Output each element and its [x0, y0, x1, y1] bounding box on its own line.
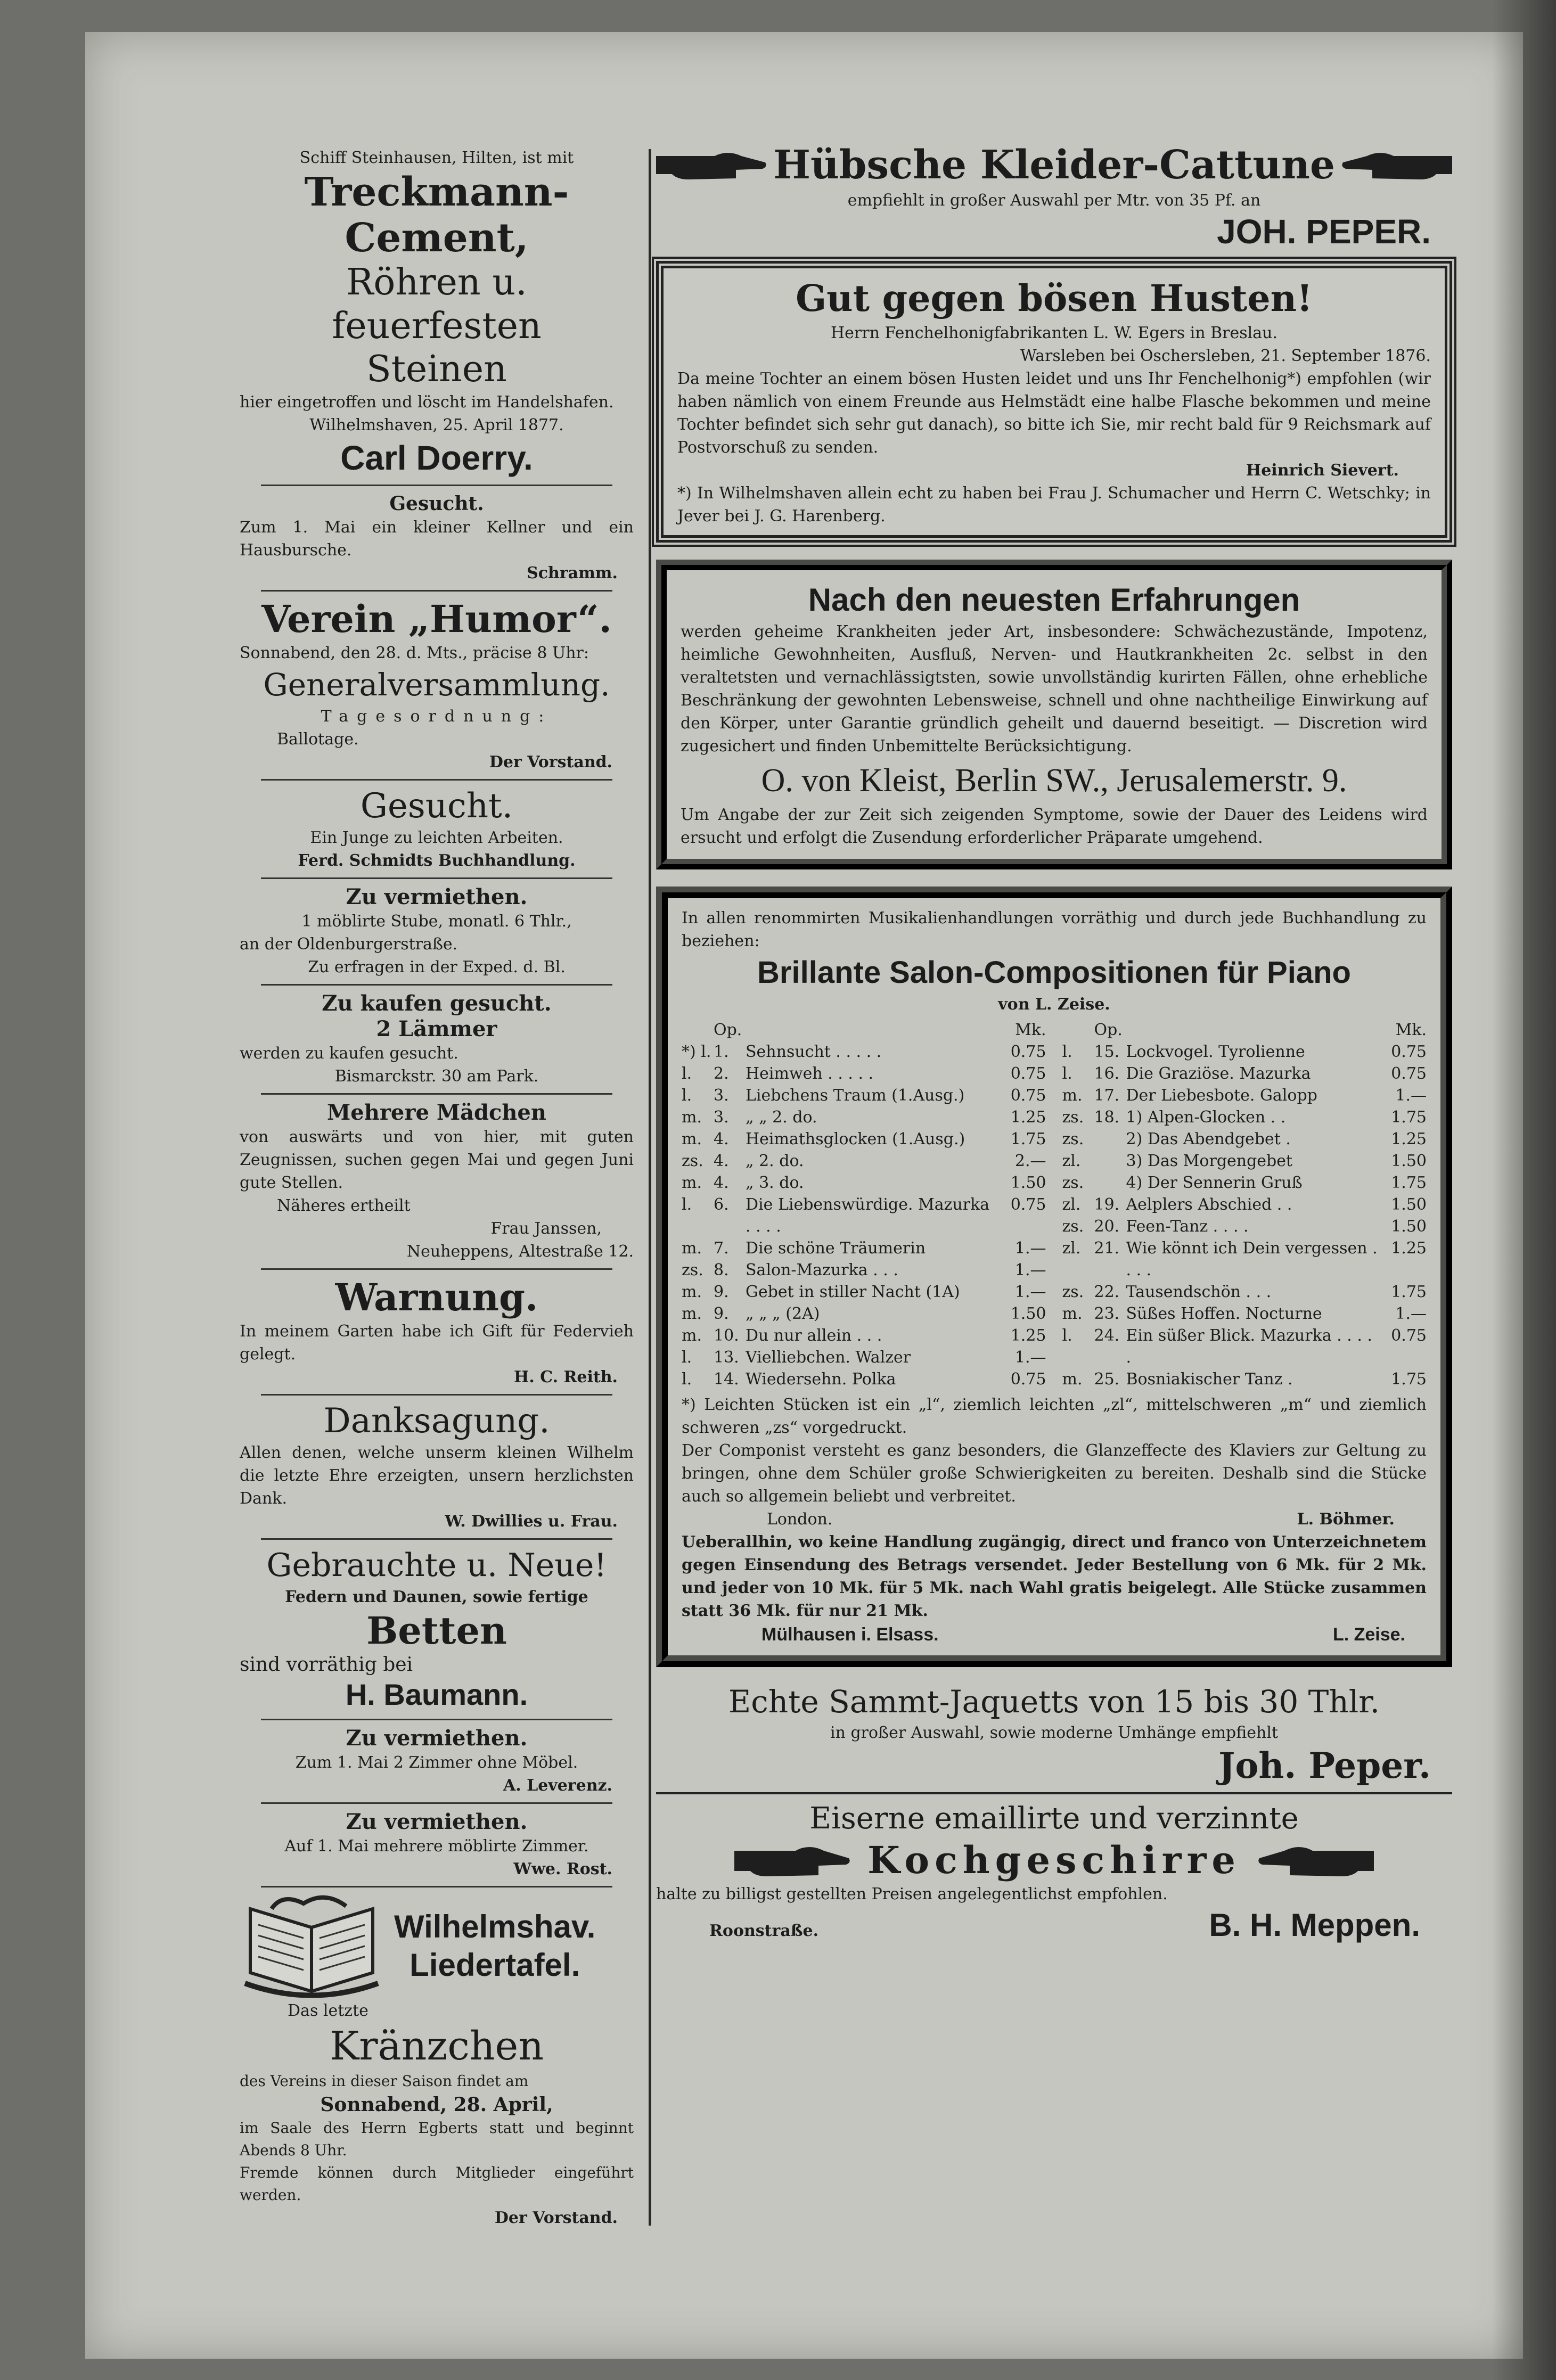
cattune-title: Hübsche Kleider-Cattune	[773, 142, 1335, 188]
piano-item-op: 9.	[714, 1304, 729, 1323]
piano-item-price: 1.—	[1014, 1348, 1046, 1367]
maedchen-text: von auswärts und von hier, mit guten Zeugnissen, suchen gegen Mai und gegen Juni gute Stellen.	[240, 1128, 634, 1192]
vermiethen-line-2: an der Oldenburgerstraße.	[240, 935, 458, 954]
piano-item-g: l.	[682, 1086, 692, 1105]
pointing-hand-left-icon	[1257, 1839, 1374, 1882]
piano-item-g: m.	[682, 1326, 702, 1345]
cement-signature: Carl Doerry.	[340, 439, 533, 477]
ad-betten	[240, 1545, 634, 1713]
piano-item-title: Sehnsucht . . . . .	[746, 1043, 882, 1061]
husten-line-1: Herrn Fenchelhonigfabrikanten L. W. Egers in Breslau.	[831, 324, 1277, 342]
gesucht-signature: Schramm.	[527, 564, 618, 582]
ad-liedertafel	[240, 1893, 634, 2229]
piano-list-item	[682, 1281, 1046, 1303]
op-header: Op.	[714, 1021, 742, 1039]
ad-gesucht-kellner	[240, 491, 634, 585]
piano-composer: von L. Zeise.	[998, 995, 1110, 1014]
cement-title-2: Röhren u. feuerfesten	[332, 261, 542, 347]
piano-note: *) Leichten Stücken ist ein „l“, ziemlich leichten „zl“, mittelschweren „m“ und ziemlich schweren „zs“ vorgedruckt.	[682, 1396, 1427, 1437]
ad-gesucht-junge	[240, 786, 634, 872]
piano-list-item	[682, 1041, 1046, 1063]
piano-item-title: 4) Der Sennerin Gruß	[1126, 1173, 1303, 1192]
piano-list-item	[1062, 1194, 1427, 1216]
piano-item-g: l.	[1062, 1043, 1072, 1061]
liedertafel-line-3: Fremde können durch Mitglieder eingeführt werden.	[240, 2164, 634, 2204]
geschirre-line-2: halte zu billigst gestellten Preisen angelegentlichst empfohlen.	[656, 1885, 1168, 1903]
piano-item-op: 16.	[1094, 1064, 1120, 1083]
piano-list-item	[682, 1194, 1046, 1237]
piano-item-price: 1.25	[1391, 1130, 1427, 1148]
piano-list-item	[1062, 1368, 1427, 1390]
maedchen-line: Näheres ertheilt	[277, 1196, 411, 1215]
piano-item-title: „ 3. do.	[746, 1173, 804, 1192]
piano-item-price: 2.—	[1014, 1152, 1046, 1170]
piano-item-title: Ein süßer Blick. Mazurka . . . . .	[1126, 1326, 1372, 1367]
op-header: Op.	[1094, 1021, 1123, 1039]
ad-verein-humor	[240, 597, 634, 774]
warnung-signature: H. C. Reith.	[514, 1368, 618, 1386]
piano-item-g: m.	[682, 1239, 702, 1258]
vermiethen-moebliert-signature: Wwe. Rost.	[513, 1860, 612, 1878]
kleist-title: Nach den neuesten Erfahrungen	[808, 582, 1300, 618]
piano-item-title: Gebet in stiller Nacht (1A)	[746, 1283, 960, 1301]
husten-text: Da meine Tochter an einem bösen Husten leidet und uns Ihr Fenchelhonig*) empfohlen (wir haben nämlich von einem Freunde aus Helmstädt eine halbe Flasche bekommen und meine Tochter befindet sich sehr gut danach), so bitte ich Sie, mir recht bald für 9 Reichsmark auf Postvorschuß zu senden.	[677, 370, 1431, 457]
music-book-icon	[240, 1893, 383, 1999]
ad-maedchen	[240, 1100, 634, 1263]
verein-agenda-item: Ballotage.	[277, 730, 359, 749]
vermiethen-line-1: 1 möblirte Stube, monatl. 6 Thlr.,	[301, 912, 572, 931]
jaquetts-title: Echte Sammt-Jaquetts von 15 bis 30 Thlr.	[728, 1684, 1380, 1720]
piano-list-item	[682, 1325, 1046, 1347]
piano-item-op: 25.	[1094, 1370, 1120, 1389]
geschirre-street: Roonstraße.	[709, 1922, 819, 1940]
piano-item-g: m.	[682, 1173, 702, 1192]
divider	[261, 590, 612, 592]
vermiethen-zimmer-title: Zu vermiethen.	[346, 1726, 528, 1751]
piano-item-title: Lockvogel. Tyrolienne	[1126, 1043, 1305, 1061]
verein-signature: Der Vorstand.	[489, 753, 612, 772]
divider	[261, 485, 612, 486]
piano-item-g: l.	[1062, 1064, 1072, 1083]
piano-item-op: 4.	[714, 1130, 729, 1148]
piano-item-g: m.	[1062, 1086, 1083, 1105]
piano-item-g: l.	[1062, 1326, 1072, 1345]
warnung-title: Warnung.	[335, 1275, 538, 1319]
ad-husten	[656, 261, 1452, 543]
pointing-hand-right-icon	[734, 1839, 851, 1882]
piano-list-item	[682, 1303, 1046, 1325]
vermiethen-moebliert-line: Auf 1. Mai mehrere möblirte Zimmer.	[284, 1837, 589, 1856]
piano-item-g: zl.	[1062, 1239, 1081, 1258]
liedertafel-line-2: im Saale des Herrn Egberts statt und beginnt Abends 8 Uhr.	[240, 2119, 634, 2159]
ad-cattune	[656, 141, 1452, 251]
geschirre-line-1: Eiserne emaillirte und verzinnte	[809, 1801, 1299, 1836]
piano-list-item	[682, 1259, 1046, 1281]
ad-vermiethen-moebliert	[240, 1809, 634, 1881]
piano-item-op: 10.	[714, 1326, 739, 1345]
piano-item-price: 1.75	[1010, 1130, 1046, 1148]
piano-item-op: 2.	[714, 1064, 729, 1083]
verein-heading: Generalversammlung.	[263, 667, 610, 703]
piano-item-op	[1094, 1172, 1126, 1194]
piano-list-left	[682, 1019, 1046, 1390]
piano-item-title: Süßes Hoffen. Nocturne	[1126, 1304, 1322, 1323]
warnung-text: In meinem Garten habe ich Gift für Federvieh gelegt.	[240, 1322, 634, 1364]
piano-list-item	[682, 1128, 1046, 1150]
divider	[261, 877, 612, 879]
piano-item-g: zs.	[682, 1152, 703, 1170]
piano-list-right	[1062, 1019, 1427, 1390]
piano-item-price: 1.50	[1391, 1195, 1427, 1214]
jaquetts-signature: Joh. Peper.	[1218, 1745, 1431, 1786]
liedertafel-pre: Das letzte	[288, 2001, 368, 2020]
piano-list-item	[682, 1172, 1046, 1194]
piano-item-g: l.	[682, 1348, 692, 1367]
piano-list-item	[682, 1063, 1046, 1085]
piano-item-op: 4.	[714, 1173, 729, 1192]
piano-item-title: 2) Das Abendgebet .	[1126, 1130, 1291, 1148]
ad-kochgeschirre	[656, 1800, 1452, 1945]
piano-item-price: 0.75	[1010, 1043, 1046, 1061]
maedchen-signature-1: Frau Janssen,	[490, 1219, 602, 1238]
husten-title: Gut gegen bösen Husten!	[796, 277, 1313, 320]
piano-item-title: „ „ 2. do.	[746, 1108, 817, 1127]
piano-item-op: 21.	[1094, 1239, 1120, 1258]
piano-item-g: zl.	[1062, 1152, 1081, 1170]
piano-item-op	[1094, 1128, 1126, 1150]
piano-item-op: 4.	[714, 1152, 729, 1170]
piano-item-title: Tausendschön . . .	[1126, 1283, 1272, 1301]
piano-list-item	[682, 1085, 1046, 1106]
piano-item-price: 1.75	[1391, 1173, 1427, 1192]
betten-title: Gebrauchte u. Neue!	[266, 1547, 607, 1584]
piano-item-title: Feen-Tanz . . . .	[1126, 1217, 1249, 1236]
divider	[261, 779, 612, 781]
vermiethen-zimmer-line: Zum 1. Mai 2 Zimmer ohne Möbel.	[295, 1753, 578, 1772]
piano-item-g: l.	[682, 1370, 692, 1389]
gesucht-title: Gesucht.	[389, 493, 484, 515]
piano-item-g: zs.	[1062, 1217, 1084, 1236]
piano-item-title: Die schöne Träumerin	[746, 1239, 926, 1258]
kaufen-subtitle: 2 Lämmer	[376, 1016, 497, 1041]
verein-text: Sonnabend, den 28. d. Mts., präcise 8 Uhr:	[240, 644, 589, 662]
piano-item-price: 1.25	[1010, 1326, 1046, 1345]
piano-item-price: 0.75	[1010, 1064, 1046, 1083]
piano-item-g: zs.	[1062, 1108, 1084, 1127]
piano-item-op: 17.	[1094, 1086, 1120, 1105]
ad-warnung	[240, 1275, 634, 1389]
maedchen-signature-2: Neuheppens, Altestraße 12.	[406, 1242, 634, 1261]
ad-piano	[656, 887, 1452, 1667]
ad-kleist	[656, 560, 1452, 869]
piano-item-price: 1.75	[1391, 1108, 1427, 1127]
gesucht-junge-title: Gesucht.	[360, 786, 513, 826]
danksagung-title: Danksagung.	[323, 1401, 550, 1441]
mk-header: Mk.	[1015, 1021, 1046, 1039]
cattune-signature: JOH. PEPER.	[1217, 212, 1431, 251]
gesucht-text: Zum 1. Mai ein kleiner Kellner und ein Hausbursche.	[240, 518, 634, 560]
piano-item-price: 1.—	[1014, 1261, 1046, 1279]
divider	[261, 1886, 612, 1887]
vermiethen-title: Zu vermiethen.	[346, 884, 528, 909]
piano-item-price: 1.50	[1391, 1152, 1427, 1170]
husten-note: *) In Wilhelmshaven allein echt zu haben bei Frau J. Schumacher und Herrn C. Wetschky; in Jever bei J. G. Harenberg.	[677, 484, 1431, 526]
piano-item-price: 0.75	[1391, 1326, 1427, 1345]
piano-list-item	[1062, 1325, 1427, 1368]
piano-list-item	[1062, 1303, 1427, 1325]
piano-item-op: 14.	[714, 1370, 739, 1389]
ad-cement	[240, 146, 634, 479]
piano-item-g: *) l.	[682, 1043, 711, 1061]
divider	[261, 1268, 612, 1270]
piano-list-item	[682, 1237, 1046, 1259]
piano-list-item	[1062, 1237, 1427, 1281]
piano-title: Brillante Salon-Compositionen für Piano	[757, 955, 1351, 990]
husten-line-2: Warsleben bei Oschersleben, 21. September 1876.	[1020, 347, 1431, 365]
piano-list-item	[682, 1347, 1046, 1368]
piano-item-title: Salon-Mazurka . . .	[746, 1261, 898, 1279]
piano-item-price: 0.75	[1391, 1043, 1427, 1061]
piano-list-item	[1062, 1063, 1427, 1085]
piano-city: Mülhausen i. Elsass.	[761, 1624, 939, 1645]
piano-item-g: m.	[682, 1130, 702, 1148]
piano-item-op: 19.	[1094, 1195, 1120, 1214]
cement-title-3: Steinen	[366, 348, 507, 390]
liedertafel-name-1: Wilhelmshav.	[394, 1909, 596, 1944]
piano-item-title: 1) Alpen-Glocken . .	[1126, 1108, 1286, 1127]
ad-jaquetts	[656, 1682, 1452, 1787]
piano-item-title: Wie könnt ich Dein vergessen . . . .	[1126, 1239, 1378, 1279]
liedertafel-title: Kränzchen	[330, 2023, 544, 2069]
piano-item-g: zl.	[1062, 1195, 1081, 1214]
geschirre-title: Kochgeschirre	[867, 1838, 1241, 1882]
piano-intro: In allen renommirten Musikalienhandlungen vorräthig und durch jede Buchhandlung zu beziehen:	[682, 909, 1427, 950]
piano-item-title: Die Liebenswürdige. Mazurka . . . .	[746, 1195, 990, 1236]
left-column	[240, 146, 634, 2229]
kaufen-line-1: werden zu kaufen gesucht.	[240, 1044, 458, 1063]
cement-title-1: Treckmann-Cement,	[304, 169, 569, 261]
divider	[261, 1093, 612, 1095]
piano-list-item	[682, 1106, 1046, 1128]
piano-item-op: 3.	[714, 1108, 729, 1127]
piano-item-op: 1.	[714, 1043, 729, 1061]
piano-item-title: Der Liebesbote. Galopp	[1126, 1086, 1317, 1105]
piano-item-title: Wiedersehn. Polka	[746, 1370, 896, 1389]
liedertafel-name-2: Liedertafel.	[410, 1947, 580, 1983]
liedertafel-line-1: des Vereins in dieser Saison findet am	[240, 2072, 529, 2090]
piano-item-g: m.	[682, 1304, 702, 1323]
piano-list-item	[1062, 1128, 1427, 1150]
liedertafel-signature: Der Vorstand.	[494, 2209, 618, 2227]
ad-vermiethen-stube	[240, 884, 634, 979]
danksagung-text: Allen denen, welche unserm kleinen Wilhelm die letzte Ehre erzeigten, unsern herzlichsten Dank.	[240, 1443, 634, 1508]
gesucht-junge-signature: Ferd. Schmidts Buchhandlung.	[298, 851, 576, 870]
divider	[656, 1792, 1452, 1794]
betten-line-2: sind vorräthig bei	[240, 1654, 413, 1676]
betten-line: Federn und Daunen, sowie fertige	[285, 1588, 588, 1606]
piano-item-title: Liebchens Traum (1.Ausg.)	[746, 1086, 965, 1105]
pointing-hand-left-icon	[1340, 146, 1452, 184]
piano-item-g: m.	[1062, 1304, 1083, 1323]
kaufen-title: Zu kaufen gesucht.	[322, 991, 552, 1016]
piano-list-item	[1062, 1172, 1427, 1194]
piano-item-price: 1.50	[1391, 1217, 1427, 1236]
divider	[261, 984, 612, 986]
piano-item-op: 24.	[1094, 1326, 1120, 1345]
piano-item-op: 22.	[1094, 1283, 1120, 1301]
piano-text: Der Componist versteht es ganz besonders, die Glanzeffecte des Klaviers zur Geltung zu bringen, ohne dem Schüler große Schwierigkeiten zu bereiten. Deshalb sind die Stücke auch so allgemein beliebt und verbreitet.	[682, 1441, 1427, 1506]
jaquetts-line: in großer Auswahl, sowie moderne Umhänge empfiehlt	[830, 1724, 1278, 1742]
piano-item-title: Heimweh . . . . .	[746, 1064, 874, 1083]
piano-item-price: 0.75	[1010, 1370, 1046, 1389]
cement-text: hier eingetroffen und löscht im Handelshafen.	[240, 393, 614, 412]
piano-item-title: Vielliebchen. Walzer	[746, 1348, 911, 1367]
piano-item-g: zs.	[1062, 1283, 1084, 1301]
piano-item-price: 0.75	[1391, 1064, 1427, 1083]
piano-item-price: 0.75	[1010, 1195, 1046, 1214]
piano-item-op: 9.	[714, 1283, 729, 1301]
piano-list-item	[682, 1150, 1046, 1172]
cement-date: Wilhelmshaven, 25. April 1877.	[309, 416, 564, 434]
liedertafel-date: Sonnabend, 28. April,	[320, 2094, 553, 2116]
vermiethen-line-3: Zu erfragen in der Exped. d. Bl.	[308, 958, 566, 976]
geschirre-signature: B. H. Meppen.	[1209, 1907, 1420, 1943]
piano-item-g: zs.	[1062, 1130, 1084, 1148]
piano-item-g: zs.	[682, 1261, 703, 1279]
vermiethen-zimmer-signature: A. Leverenz.	[503, 1776, 612, 1795]
piano-item-price: 1.75	[1391, 1370, 1427, 1389]
ad-danksagung	[240, 1401, 634, 1533]
piano-item-op: 20.	[1094, 1217, 1120, 1236]
piano-item-price: 1.—	[1395, 1086, 1427, 1105]
piano-text-2: Ueberallhin, wo keine Handlung zugängig, direct und franco von Unterzeichnetem gegen Einsendung des Betrags versendet. Jeder Bestellung von 6 Mk. für 2 Mk. und jeder von 10 Mk. für 5 Mk. nach Wahl gratis beigelegt. Alle Stücke zusammen statt 36 Mk. für nur 21 Mk.	[682, 1533, 1427, 1620]
piano-list-item	[682, 1368, 1046, 1390]
right-column	[656, 141, 1452, 1945]
piano-item-price: 1.—	[1014, 1239, 1046, 1258]
ad-vermiethen-zimmer	[240, 1726, 634, 1797]
gesucht-junge-text: Ein Junge zu leichten Arbeiten.	[310, 828, 563, 847]
piano-item-g: zs.	[1062, 1173, 1084, 1192]
piano-item-op: 8.	[714, 1261, 729, 1279]
pointing-hand-right-icon	[656, 146, 768, 184]
piano-item-price: 1.50	[1010, 1173, 1046, 1192]
piano-item-price: 1.—	[1014, 1283, 1046, 1301]
piano-item-g: m.	[682, 1283, 702, 1301]
piano-list-item	[1062, 1150, 1427, 1172]
piano-item-price: 1.25	[1391, 1239, 1427, 1258]
page-edge-shadow	[1492, 0, 1556, 2380]
piano-item-g: l.	[682, 1195, 692, 1214]
piano-item-title: Bosniakischer Tanz .	[1126, 1370, 1293, 1389]
piano-item-price: 1.50	[1010, 1304, 1046, 1323]
piano-item-op: 18.	[1094, 1108, 1120, 1127]
piano-list-item	[1062, 1106, 1427, 1128]
piano-item-title: Heimathsglocken (1.Ausg.)	[746, 1130, 965, 1148]
danksagung-signature: W. Dwillies u. Frau.	[445, 1512, 618, 1531]
piano-list-item	[1062, 1216, 1427, 1237]
kleist-address: O. von Kleist, Berlin SW., Jerusalemerstr. 9.	[761, 762, 1347, 799]
piano-signature-1: L. Böhmer.	[1297, 1510, 1395, 1529]
piano-item-price: 0.75	[1010, 1086, 1046, 1105]
kleist-text-2: Um Angabe der zur Zeit sich zeigenden Symptome, sowie der Dauer des Leidens wird ersucht und erfolgt die Zusendung erforderlicher Präparate umgehend.	[681, 806, 1428, 847]
ad-laemmer	[240, 991, 634, 1088]
piano-item-g: m.	[1062, 1370, 1083, 1389]
piano-item-price: 1.—	[1395, 1304, 1427, 1323]
cattune-line: empfiehlt in großer Auswahl per Mtr. von 35 Pf. an	[847, 191, 1261, 210]
piano-item-op: 15.	[1094, 1043, 1120, 1061]
piano-list-item	[1062, 1085, 1427, 1106]
piano-list-item	[1062, 1041, 1427, 1063]
mk-header: Mk.	[1395, 1021, 1427, 1039]
vermiethen-moebliert-title: Zu vermiethen.	[346, 1809, 528, 1834]
maedchen-title: Mehrere Mädchen	[327, 1100, 546, 1125]
piano-item-g: l.	[682, 1064, 692, 1083]
betten-signature: H. Baumann.	[345, 1678, 528, 1711]
piano-item-title: Die Graziöse. Mazurka	[1126, 1064, 1311, 1083]
kleist-text: werden geheime Krankheiten jeder Art, insbesondere: Schwächezustände, Impotenz, heimliche Gewohnheiten, Ausfluß, Nerven- und Hautkrankheiten 2c. selbst in den veraltetsten und vernachlässigtsten, sowie unvollständig kurirten Fällen, ohne erhebliche Beschränkung der gewohnten Lebensweise, schnell und ohne nachtheilige Einwirkung auf den Körper, unter Garantie gründlich geheilt und dauernd beseitigt. — Discretion wird zugesichert und finden Unbemittelte Berücksichtigung.	[681, 622, 1428, 756]
divider	[261, 1802, 612, 1804]
divider	[261, 1394, 612, 1396]
piano-item-op: 13.	[714, 1348, 739, 1367]
verein-agenda: Tagesordnung:	[321, 707, 553, 726]
piano-item-title: Aelplers Abschied . .	[1126, 1195, 1292, 1214]
piano-item-op	[1094, 1150, 1126, 1172]
husten-signature: Heinrich Sievert.	[1246, 461, 1399, 480]
divider	[261, 1538, 612, 1540]
piano-item-title: 3) Das Morgengebet	[1126, 1152, 1293, 1170]
piano-item-op: 23.	[1094, 1304, 1120, 1323]
piano-place: London.	[767, 1510, 833, 1529]
piano-item-title: „ 2. do.	[746, 1152, 804, 1170]
column-rule	[649, 149, 651, 2226]
piano-item-title: Du nur allein . . .	[746, 1326, 882, 1345]
piano-item-price: 1.25	[1010, 1108, 1046, 1127]
piano-item-op: 7.	[714, 1239, 729, 1258]
betten-big: Betten	[366, 1608, 507, 1653]
piano-signature-2: L. Zeise.	[1332, 1624, 1405, 1645]
piano-item-title: „ „ „ (2A)	[746, 1304, 820, 1323]
piano-item-g: m.	[682, 1108, 702, 1127]
piano-item-op: 3.	[714, 1086, 729, 1105]
divider	[261, 1719, 612, 1720]
verein-title: Verein „Humor“.	[261, 597, 612, 641]
cement-intro: Schiff Steinhausen, Hilten, ist mit	[299, 149, 574, 167]
piano-item-price: 1.75	[1391, 1283, 1427, 1301]
piano-item-op: 6.	[714, 1195, 729, 1214]
piano-list-item	[1062, 1281, 1427, 1303]
kaufen-line-2: Bismarckstr. 30 am Park.	[334, 1067, 539, 1086]
